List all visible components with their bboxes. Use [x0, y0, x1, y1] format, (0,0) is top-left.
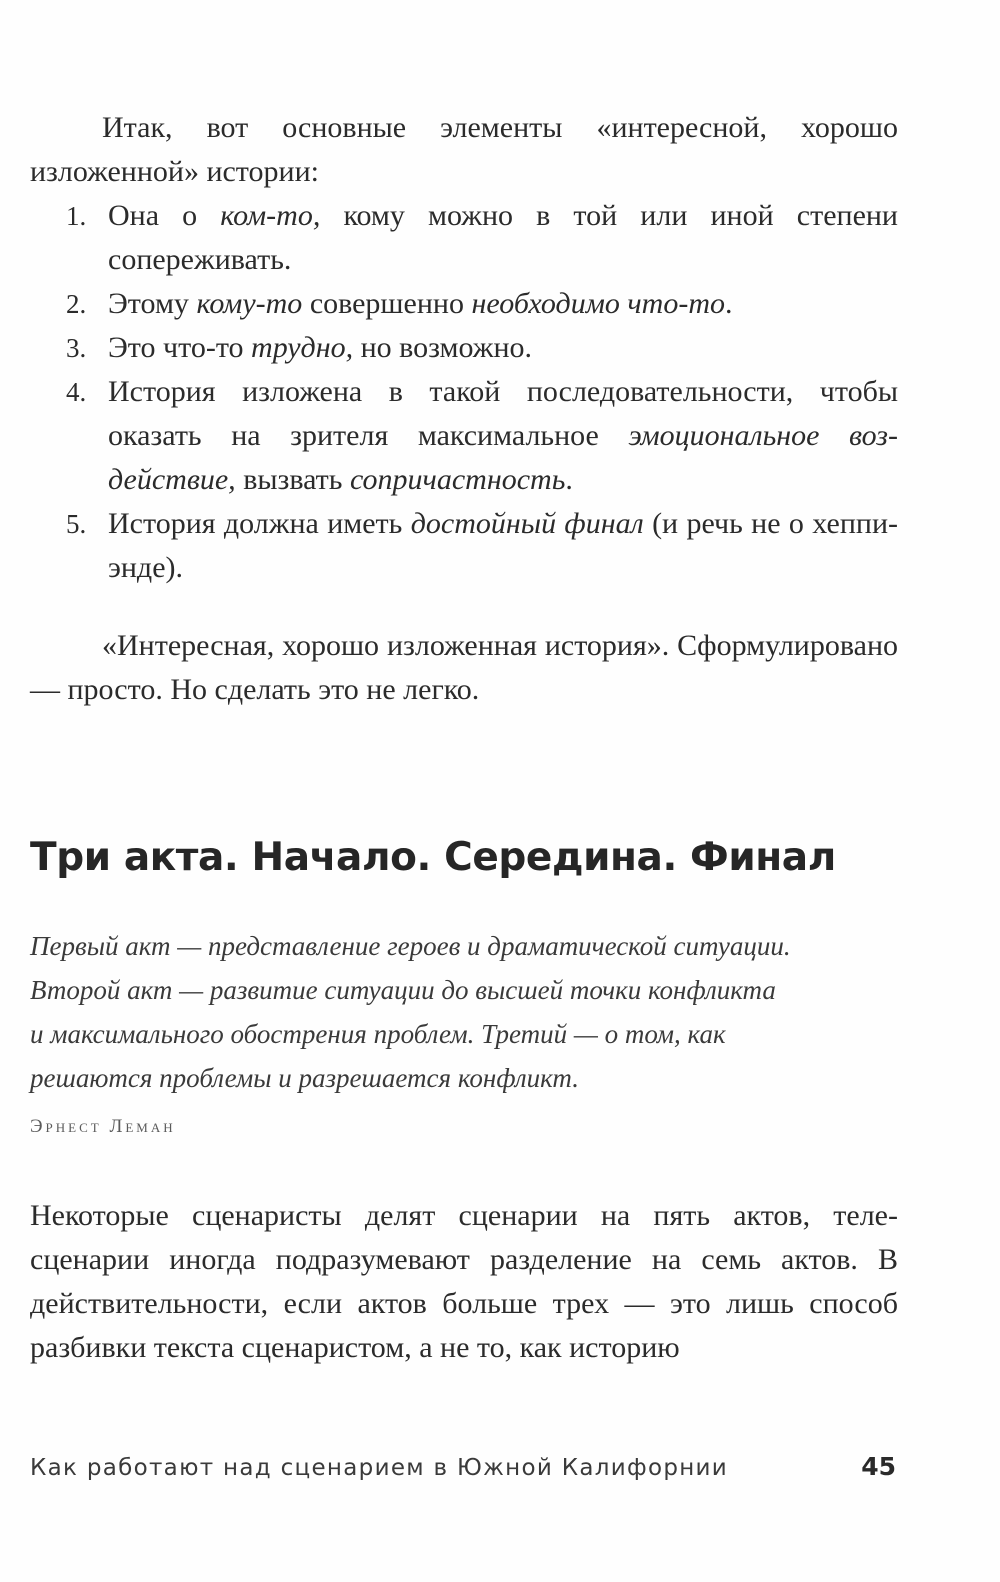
intro-paragraph: Итак, вот основные элементы «интересной, хорошо изложенной» истории:: [30, 111, 898, 188]
epigraph-line: Первый акт — представление героев и драматической ситуации.: [30, 931, 791, 961]
section-heading: Три акта. Начало. Середина. Финал: [30, 835, 836, 880]
epigraph-line: и максимального обострения проблем. Третий — о том, как: [30, 1019, 726, 1049]
epigraph-attribution: Эрнест Леман: [30, 1116, 176, 1137]
list-item: 3. Это что-то трудно, но возможно.: [30, 326, 898, 370]
epigraph-line: Второй акт — развитие ситуации до высшей точки конфликта: [30, 975, 776, 1005]
list-item: 5. История должна иметь достойный финал (и речь не о хеппи-энде).: [30, 502, 898, 590]
epigraph-line: решаются проблемы и разрешается конфликт.: [30, 1063, 579, 1093]
body-paragraph: Некоторые сценаристы делят сценарии на пять актов, телесценарии иногда подразумевают разделение на семь актов. В действительности, если актов больше трех — это лишь способ разбивки текста сценаристом, а не то, как историю: [30, 1199, 898, 1364]
list-item: 1. Она о ком-то, кому можно в той или иной степени сопереживать.: [30, 194, 898, 282]
summary-paragraph: «Интересная, хорошо изложенная история». Сформулировано — просто. Но сделать это не легко.: [30, 629, 898, 706]
list-item: 2. Этому кому-то совершенно необходимо что-то.: [30, 282, 898, 326]
list-number: 1.: [66, 201, 87, 231]
list-item: 4. История изложена в такой последовательности, чтобы оказать на зрителя максимальное эмоциональное воздействие, вызвать сопричастность.: [30, 370, 898, 502]
list-number: 5.: [66, 509, 87, 539]
list-number: 3.: [66, 333, 87, 363]
page-number: 45: [861, 1452, 896, 1481]
epigraph-quote: [30, 924, 890, 1100]
list-number: 4.: [66, 377, 87, 407]
running-footer-title: Как работают над сценарием в Южной Калифорнии: [30, 1455, 729, 1481]
list-number: 2.: [66, 289, 87, 319]
story-elements-list: [30, 194, 898, 590]
